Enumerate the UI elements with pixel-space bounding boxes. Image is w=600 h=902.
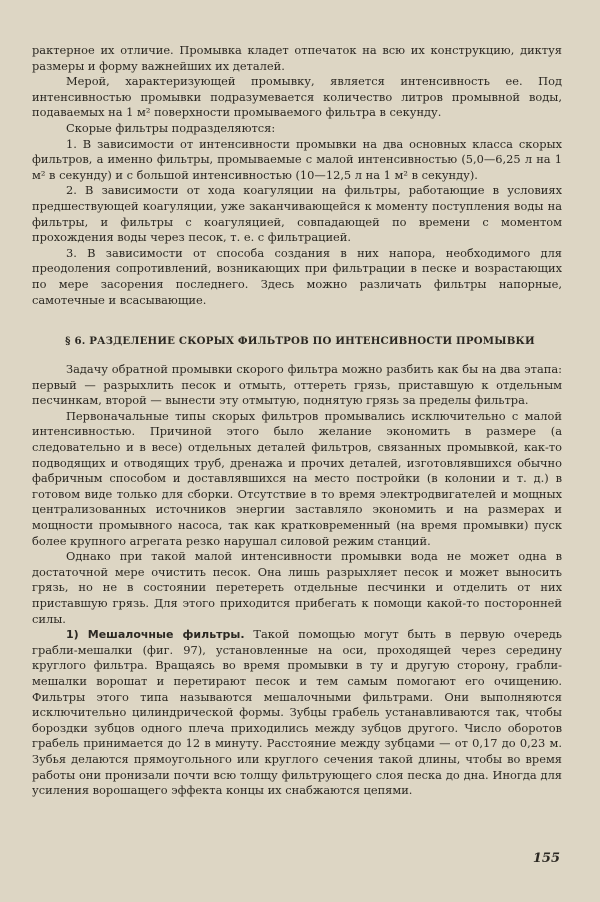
paragraph-intensity-definition: Мерой, характеризующей промывку, является интенсивность ее. Под интенсивностью промывки подразумевается количество литров промывной воды, подаваемых на 1 м² поверхности промываемого фильтра в секунду. — [32, 74, 562, 120]
section-heading: § 6. РАЗДЕЛЕНИЕ СКОРЫХ ФИЛЬТРОВ ПО ИНТЕНСИВНОСТИ ПРОМЫВКИ — [65, 335, 535, 348]
paragraph-low-intensity: Однако при такой малой интенсивности промывки вода не может одна в достаточной мере очистить песок. Она лишь разрыхляет песок и может выносить грязь, но не в состоянии перетереть отдельные песчинки и отделить от них приставшую грязь. Для этого приходится прибегать к помощи какой-то посторонней силы. — [32, 549, 562, 626]
paragraph-mixer-filters — [32, 627, 562, 799]
mixer-filters-text: Такой помощью могут быть в первую очередь грабли-мешалки (фиг. 97), установленные на оси, проходящей через середину круглого фильтра. Вращаясь во время промывки в ту и другую сторону, грабли-мешалки ворошат и перетирают песок и тем самым помогают его очищению. Фильтры этого типа называются мешалочными фильтрами. Они выполняются исключительно цилиндрической формы. Зубцы грабель устанавливаются так, чтобы бороздки зубцов одного плеча приходились между зубцов другого. Число оборотов грабель принимается до 12 в минуту. Расстояние между зубцами — от 0,17 до 0,23 м. Зубья делаются прямоугольного или круглого сечения такой длины, чтобы во время работы они пронизали почти всю толщу фильтрующего слоя песка до дна. Иногда для усиления ворошащего эффекта концы их снабжаются цепями. — [32, 627, 562, 798]
list-item-3: 3. В зависимости от способа создания в них напора, необходимого для преодоления сопротивлений, возникающих при фильтрации в песке и возрастающих по мере засорения последнего. Здесь можно различать фильтры напорные, самотечные и всасывающие. — [32, 245, 562, 307]
section-spacer — [32, 308, 562, 334]
paragraph-initial-types: Первоначальные типы скорых фильтров промывались исключительно с малой интенсивностью. Причиной этого было желание экономить в размере (а следовательно и в весе) отдельных деталей фильтров, связанных промывкой, как-то подводящих и отводящих труб, дренажа и прочих деталей, изготовлявшихся обычно фабричным способом и доставлявшихся на место постройки (в колонии и т. д.) в готовом виде только для сборки. Отсутствие в то время электродвигателей и мощных централизованных источников энергии заставляло экономить и на размерах и мощности промывного насоса, так как кратковременный (на время промывки) пуск более крупного агрегата резко нарушал силовой режим станций. — [32, 408, 562, 548]
page-number: 155 — [532, 851, 560, 866]
list-item-1: 1. В зависимости от интенсивности промывки на два основных класса скорых фильтров, а именно фильтры, промываемые с малой интенсивностью (5,0—6,25 л на 1 м² в секунду) и с большой интенсивностью (10—12,5 л на 1 м² в секунду). — [32, 136, 562, 182]
paragraph-continuation: рактерное их отличие. Промывка кладет отпечаток на всю их конструкцию, диктуя размеры и форму важнейших их деталей. — [32, 43, 562, 73]
paragraph-classification-intro: Скорые фильтры подразделяются: — [66, 120, 276, 135]
paragraph-backwash-stages: Задачу обратной промывки скорого фильтра можно разбить как бы на два этапа: первый — разрыхлить песок и отмыть, оттереть грязь, приставшую к отдельным песчинкам, второй — вынести эту отмытую, поднятую грязь за пределы фильтра. — [32, 362, 562, 408]
mixer-filters-heading: 1) Мешалочные фильтры. — [66, 628, 245, 642]
list-item-2: 2. В зависимости от хода коагуляции на фильтры, работающие в условиях предшествующей коагуляции, уже заканчивающейся к моменту поступления воды на фильтры, и фильтры с коагуляцией, совпадающей по времени с моментом прохождения воды через песок, т. е. с фильтрацией. — [32, 183, 562, 245]
